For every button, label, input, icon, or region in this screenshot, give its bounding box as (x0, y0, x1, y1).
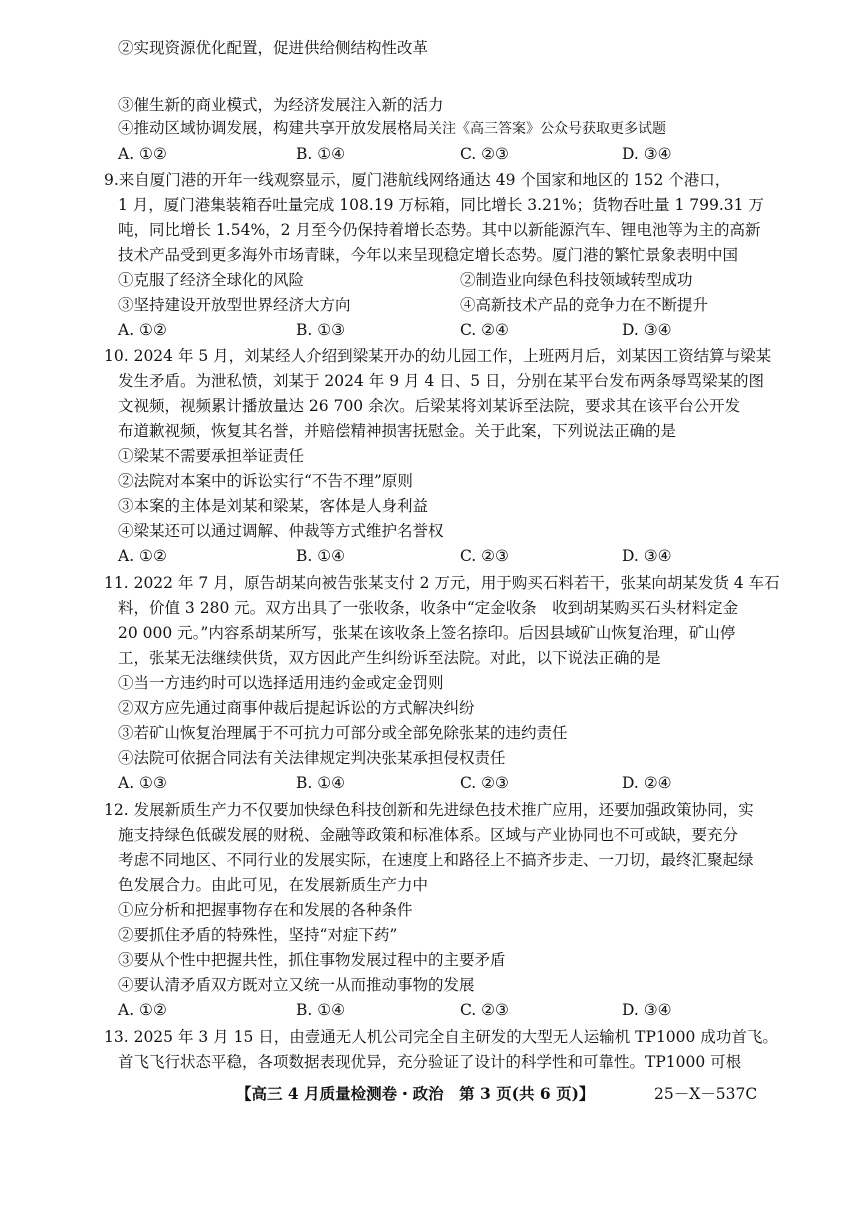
q8-choice-d: D. ③④ (622, 145, 672, 163)
q10-stem-line-3: 文视频，视频累计播放量达 26 700 余次。后梁某将刘某诉至法院，要求其在该平台公开发 (118, 397, 741, 415)
q9-stem-line-4: 技术产品受到更多海外市场青睐，今年以来呈现稳定增长态势。厦门港的繁忙景象表明中国 (118, 246, 739, 264)
q10-choice-a: A. ①② (118, 547, 167, 565)
q11-stem-line-1: 11. 2022 年 7 月，原告胡某向被告张某支付 2 万元，用于购买石料若干，张某向胡某发货 4 车石 (104, 574, 780, 592)
q8-option-3: ③催生新的商业模式，为经济发展注入新的活力 (118, 96, 444, 114)
q10-statement-1: ①梁某不需要承担举证责任 (118, 447, 305, 465)
q10-stem-line-4: 布道歉视频，恢复其名誉，并赔偿精神损害抚慰金。关于此案，下列说法正确的是 (118, 422, 677, 440)
q9-statement-3: ③坚持建设开放型世界经济大方向 (118, 296, 351, 314)
q11-choice-b: B. ①④ (296, 774, 346, 792)
q9-choice-c: C. ②④ (460, 321, 509, 339)
q9-stem-line-1: 9.来自厦门港的开年一线观察显示，厦门港航线网络通达 49 个国家和地区的 152 个港口， (104, 171, 731, 189)
q11-choice-d: D. ②④ (622, 774, 672, 792)
q8-option-4-text: ④推动区域协调发展，构建共享开放发展格局 (118, 119, 429, 137)
q11-stem-line-2: 料，价值 3 280 元。双方出具了一张收条，收条中“定金收条 收到胡某购买石头材料定金 (118, 599, 739, 617)
q12-choice-d: D. ③④ (622, 1001, 672, 1019)
q10-statement-2: ②法院对本案中的诉讼实行“不告不理”原则 (118, 472, 413, 490)
q13-stem-line-1: 13. 2025 年 3 月 15 日，由壹通无人机公司完全自主研发的大型无人运输机 TP1000 成功首飞。 (104, 1028, 778, 1046)
q8-choice-a: A. ①② (118, 145, 167, 163)
q9-choice-a: A. ①② (118, 321, 167, 339)
q11-statement-2: ②双方应先通过商事仲裁后提起诉讼的方式解决纠纷 (118, 699, 475, 717)
q12-statement-2: ②要抓住矛盾的特殊性，坚持“对症下药” (118, 926, 398, 944)
q9-stem-line-3: 吨，同比增长 1.54%，2 月至今仍保持着增长态势。其中以新能源汽车、锂电池等为主的高新 (118, 221, 761, 239)
q13-stem-line-2: 首飞飞行状态平稳，各项数据表现优异，充分验证了设计的科学性和可靠性。TP1000 可根 (118, 1053, 742, 1071)
q12-statement-3: ③要从个性中把握共性，抓住事物发展过程中的主要矛盾 (118, 951, 506, 969)
q11-stem-line-4: 工，张某无法继续供货，双方因此产生纠纷诉至法院。对此，以下说法正确的是 (118, 649, 661, 667)
q9-statement-2: ②制造业向绿色科技领域转型成功 (460, 271, 693, 289)
q12-stem-line-4: 色发展合力。由此可见，在发展新质生产力中 (118, 876, 429, 894)
q10-statement-4: ④梁某还可以通过调解、仲裁等方式维护名誉权 (118, 522, 444, 540)
page-footer-code: 25－X－537C (654, 1085, 758, 1103)
q8-choice-c: C. ②③ (460, 145, 509, 163)
q10-choice-d: D. ③④ (622, 547, 672, 565)
q8-option-4 (118, 118, 666, 139)
q10-choice-c: C. ②③ (460, 547, 509, 565)
q9-stem-line-2: 1 月，厦门港集装箱吞吐量完成 108.19 万标箱，同比增长 3.21%；货物吞吐量 1 799.31 万 (118, 196, 764, 214)
q12-stem-line-1: 12. 发展新质生产力不仅要加快绿色科技创新和先进绿色技术推广应用，还要加强政策协同，实 (104, 801, 754, 819)
q12-choice-b: B. ①④ (296, 1001, 346, 1019)
q12-statement-4: ④要认清矛盾双方既对立又统一从而推动事物的发展 (118, 976, 475, 994)
q10-stem-line-1: 10. 2024 年 5 月，刘某经人介绍到梁某开办的幼儿园工作，上班两月后，刘某因工资结算与梁某 (104, 347, 772, 365)
q12-choice-a: A. ①② (118, 1001, 167, 1019)
q9-choice-b: B. ①③ (296, 321, 346, 339)
promo-notice: 关注《高三答案》公众号获取更多试题 (428, 121, 667, 137)
q12-stem-line-3: 考虑不同地区、不同行业的发展实际，在速度上和路径上不搞齐步走、一刀切，最终汇聚起绿 (118, 851, 754, 869)
q10-statement-3: ③本案的主体是刘某和梁某，客体是人身利益 (118, 497, 429, 515)
q8-option-2: ②实现资源优化配置，促进供给侧结构性改革 (118, 39, 429, 57)
q10-stem-line-2: 发生矛盾。为泄私愤，刘某于 2024 年 9 月 4 日、5 日，分别在某平台发布两条辱骂梁某的图 (118, 372, 765, 390)
q11-choice-a: A. ①③ (118, 774, 167, 792)
q11-statement-4: ④法院可依据合同法有关法律规定判决张某承担侵权责任 (118, 749, 506, 767)
q9-choice-d: D. ③④ (622, 321, 672, 339)
q12-choice-c: C. ②③ (460, 1001, 509, 1019)
q8-choice-b: B. ①④ (296, 145, 346, 163)
q9-statement-4: ④高新技术产品的竞争力在不断提升 (460, 296, 709, 314)
q12-statement-1: ①应分析和把握事物存在和发展的各种条件 (118, 901, 413, 919)
q11-statement-3: ③若矿山恢复治理属于不可抗力可部分或全部免除张某的违约责任 (118, 724, 568, 742)
q11-stem-line-3: 20 000 元。”内容系胡某所写，张某在该收条上签名捺印。后因县域矿山恢复治理，矿山停 (118, 624, 736, 642)
q10-choice-b: B. ①④ (296, 547, 346, 565)
q12-stem-line-2: 施支持绿色低碳发展的财税、金融等政策和标准体系。区域与产业协同也不可或缺，要充分 (118, 826, 739, 844)
page-footer-title: 【高三 4 月质量检测卷・政治 第 3 页(共 6 页)】 (236, 1084, 595, 1103)
q9-statement-1: ①克服了经济全球化的风险 (118, 271, 305, 289)
q11-statement-1: ①当一方违约时可以选择适用违约金或定金罚则 (118, 674, 444, 692)
q11-choice-c: C. ②③ (460, 774, 509, 792)
